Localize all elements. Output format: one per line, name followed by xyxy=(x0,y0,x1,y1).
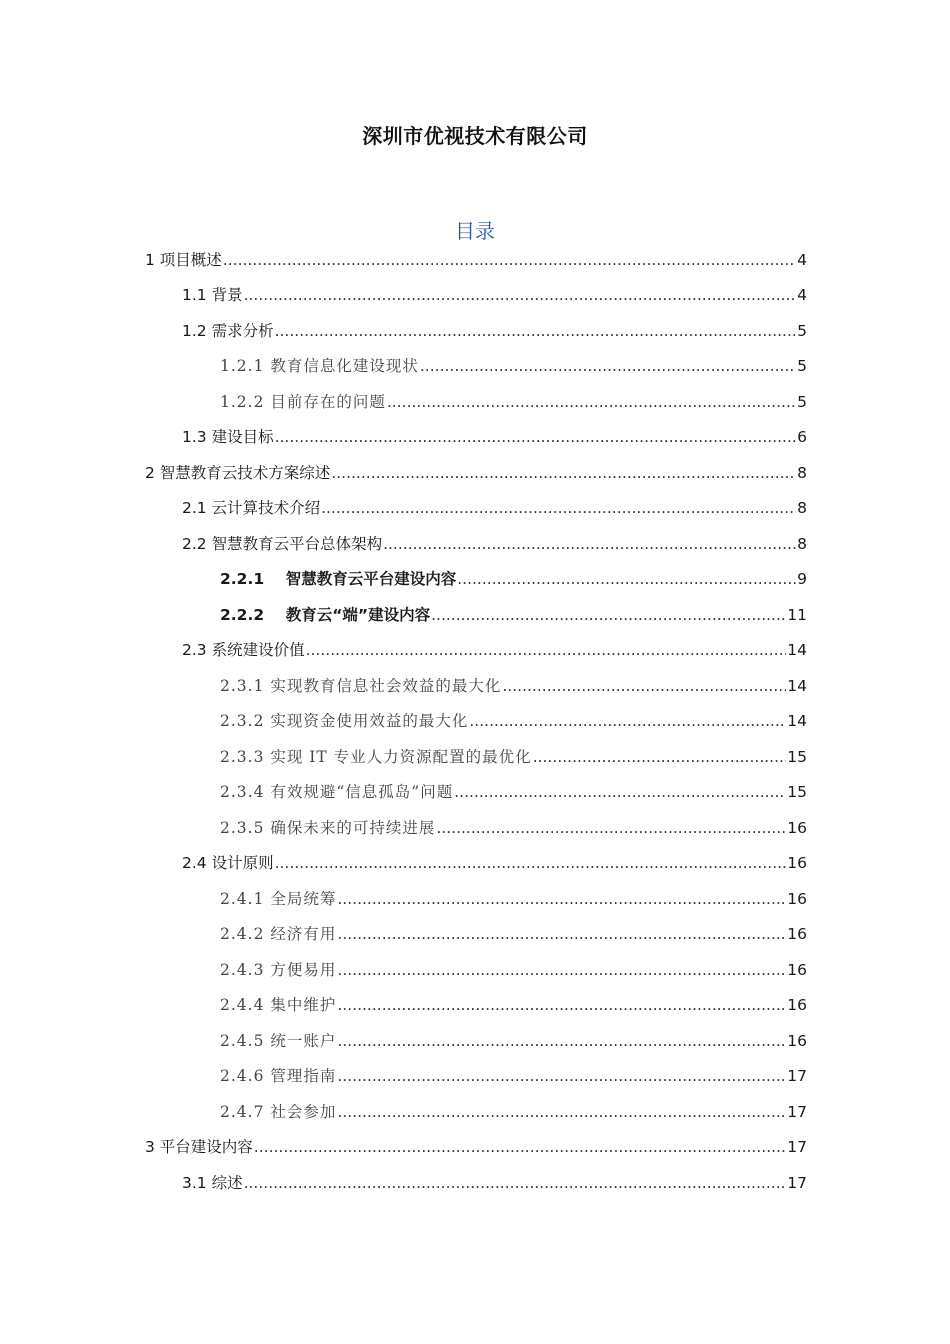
toc-entry[interactable] xyxy=(220,745,807,769)
toc-entry-label: 2.4.7 社会参加 xyxy=(220,1103,337,1121)
toc-entry-page: 4 xyxy=(797,286,807,304)
toc-leader-dots xyxy=(337,887,786,911)
toc-entry-page: 16 xyxy=(787,925,807,943)
toc-entry-label: 1.1 背景 xyxy=(182,286,243,304)
toc-leader-dots xyxy=(457,567,796,591)
toc-entry[interactable] xyxy=(220,603,807,627)
toc-leader-dots xyxy=(244,283,797,307)
toc-leader-dots xyxy=(337,922,786,946)
toc-leader-dots xyxy=(469,709,786,733)
toc-entry-label: 2.3.5 确保未来的可持续进展 xyxy=(220,819,436,837)
toc-entry-page: 17 xyxy=(787,1174,807,1192)
toc-leader-dots xyxy=(275,425,797,449)
toc-entry-label: 2.2 智慧教育云平台总体架构 xyxy=(182,535,383,553)
toc-leader-dots xyxy=(533,745,787,769)
toc-entry-label: 2.4 设计原则 xyxy=(182,854,274,872)
toc-entry[interactable] xyxy=(220,958,807,982)
toc-entry[interactable] xyxy=(220,1064,807,1088)
toc-entry-page: 8 xyxy=(797,535,807,553)
toc-entry[interactable] xyxy=(182,319,807,343)
toc-entry-label: 2.4.3 方便易用 xyxy=(220,961,337,979)
toc-entry-page: 6 xyxy=(797,428,807,446)
toc-entry-page: 16 xyxy=(787,854,807,872)
toc-entry-page: 16 xyxy=(787,890,807,908)
toc-entry-label: 1.3 建设目标 xyxy=(182,428,274,446)
toc-entry-label: 2.1 云计算技术介绍 xyxy=(182,499,321,517)
toc-entry-label: 1.2.1 教育信息化建设现状 xyxy=(220,357,419,375)
toc-heading: 目录 xyxy=(455,219,495,243)
toc-entry[interactable] xyxy=(182,532,807,556)
toc-entry-page: 14 xyxy=(787,677,807,695)
toc-entry-page: 5 xyxy=(797,357,807,375)
toc-entry[interactable] xyxy=(182,496,807,520)
toc-entry-label: 2.3.2 实现资金使用效益的最大化 xyxy=(220,712,469,730)
toc-entry-page: 16 xyxy=(787,819,807,837)
toc-entry[interactable] xyxy=(220,567,807,591)
toc-leader-dots xyxy=(420,354,796,378)
toc-entry[interactable] xyxy=(145,461,807,485)
toc-leader-dots xyxy=(254,1135,786,1159)
toc-entry-label: 3.1 综述 xyxy=(182,1174,243,1192)
toc-leader-dots xyxy=(306,638,787,662)
toc-leader-dots xyxy=(337,993,786,1017)
toc-leader-dots xyxy=(275,851,787,875)
toc-entry-label: 2.2.1 智慧教育云平台建设内容 xyxy=(220,570,457,588)
toc-entry-page: 5 xyxy=(797,393,807,411)
toc-entry-label: 2.2.2 教育云“端”建设内容 xyxy=(220,606,431,624)
toc-entry-label: 2.4.6 管理指南 xyxy=(220,1067,337,1085)
toc-leader-dots xyxy=(454,780,786,804)
toc-entry[interactable] xyxy=(220,816,807,840)
toc-entry-label: 1 项目概述 xyxy=(145,251,222,269)
toc-entry-label: 2.4.1 全局统筹 xyxy=(220,890,337,908)
toc-leader-dots xyxy=(383,532,796,556)
toc-entry-page: 16 xyxy=(787,996,807,1014)
toc-entry[interactable] xyxy=(182,425,807,449)
toc-entry[interactable] xyxy=(182,638,807,662)
toc-entry[interactable] xyxy=(182,1171,807,1195)
toc-entry-page: 16 xyxy=(787,1032,807,1050)
toc-entry-page: 17 xyxy=(787,1138,807,1156)
toc-leader-dots xyxy=(337,1064,786,1088)
toc-entry-page: 9 xyxy=(797,570,807,588)
toc-entry-label: 2.4.5 统一账户 xyxy=(220,1032,337,1050)
toc-leader-dots xyxy=(436,816,786,840)
toc-entry-page: 4 xyxy=(797,251,807,269)
toc-entry-page: 17 xyxy=(787,1103,807,1121)
toc-entry-label: 1.2.2 目前存在的问题 xyxy=(220,393,386,411)
toc-entry-label: 2.3.3 实现 IT 专业人力资源配置的最优化 xyxy=(220,748,532,766)
toc-entry-label: 2 智慧教育云技术方案综述 xyxy=(145,464,331,482)
toc-leader-dots xyxy=(321,496,796,520)
toc-entry-page: 5 xyxy=(797,322,807,340)
toc-entry-page: 17 xyxy=(787,1067,807,1085)
toc-leader-dots xyxy=(331,461,796,485)
toc-entry[interactable] xyxy=(220,674,807,698)
toc-entry-page: 14 xyxy=(787,712,807,730)
toc-leader-dots xyxy=(431,603,786,627)
toc-entry[interactable] xyxy=(220,1100,807,1124)
toc-entry[interactable] xyxy=(220,780,807,804)
toc-entry[interactable] xyxy=(220,993,807,1017)
toc-entry[interactable] xyxy=(220,1029,807,1053)
toc-entry[interactable] xyxy=(182,851,807,875)
toc-entry-label: 2.4.2 经济有用 xyxy=(220,925,337,943)
toc-entry[interactable] xyxy=(220,354,807,378)
toc-entry-label: 1.2 需求分析 xyxy=(182,322,274,340)
toc-leader-dots xyxy=(275,319,797,343)
toc-entry-page: 8 xyxy=(797,464,807,482)
toc-entry[interactable] xyxy=(220,922,807,946)
toc-leader-dots xyxy=(337,1029,786,1053)
toc-entry-page: 8 xyxy=(797,499,807,517)
toc-leader-dots xyxy=(387,390,796,414)
toc-entry-label: 2.4.4 集中维护 xyxy=(220,996,337,1014)
toc-entry[interactable] xyxy=(145,1135,807,1159)
toc-entry-label: 2.3 系统建设价值 xyxy=(182,641,305,659)
toc-leader-dots xyxy=(502,674,786,698)
toc-entry[interactable] xyxy=(145,248,807,272)
toc-leader-dots xyxy=(223,248,796,272)
toc-leader-dots xyxy=(337,1100,786,1124)
toc-entry-page: 11 xyxy=(787,606,807,624)
toc-entry-label: 2.3.1 实现教育信息社会效益的最大化 xyxy=(220,677,502,695)
toc-entry-label: 3 平台建设内容 xyxy=(145,1138,253,1156)
toc-leader-dots xyxy=(244,1171,787,1195)
toc-leader-dots xyxy=(337,958,786,982)
toc-entry[interactable] xyxy=(182,283,807,307)
toc-entry-page: 14 xyxy=(787,641,807,659)
toc-entry-page: 16 xyxy=(787,961,807,979)
toc-entry-page: 15 xyxy=(787,783,807,801)
toc-entry-label: 2.3.4 有效规避“信息孤岛”问题 xyxy=(220,783,454,801)
toc-entry-page: 15 xyxy=(787,748,807,766)
toc-entry[interactable] xyxy=(220,709,807,733)
company-title: 深圳市优视技术有限公司 xyxy=(362,124,588,148)
toc-entry[interactable] xyxy=(220,390,807,414)
toc-entry[interactable] xyxy=(220,887,807,911)
